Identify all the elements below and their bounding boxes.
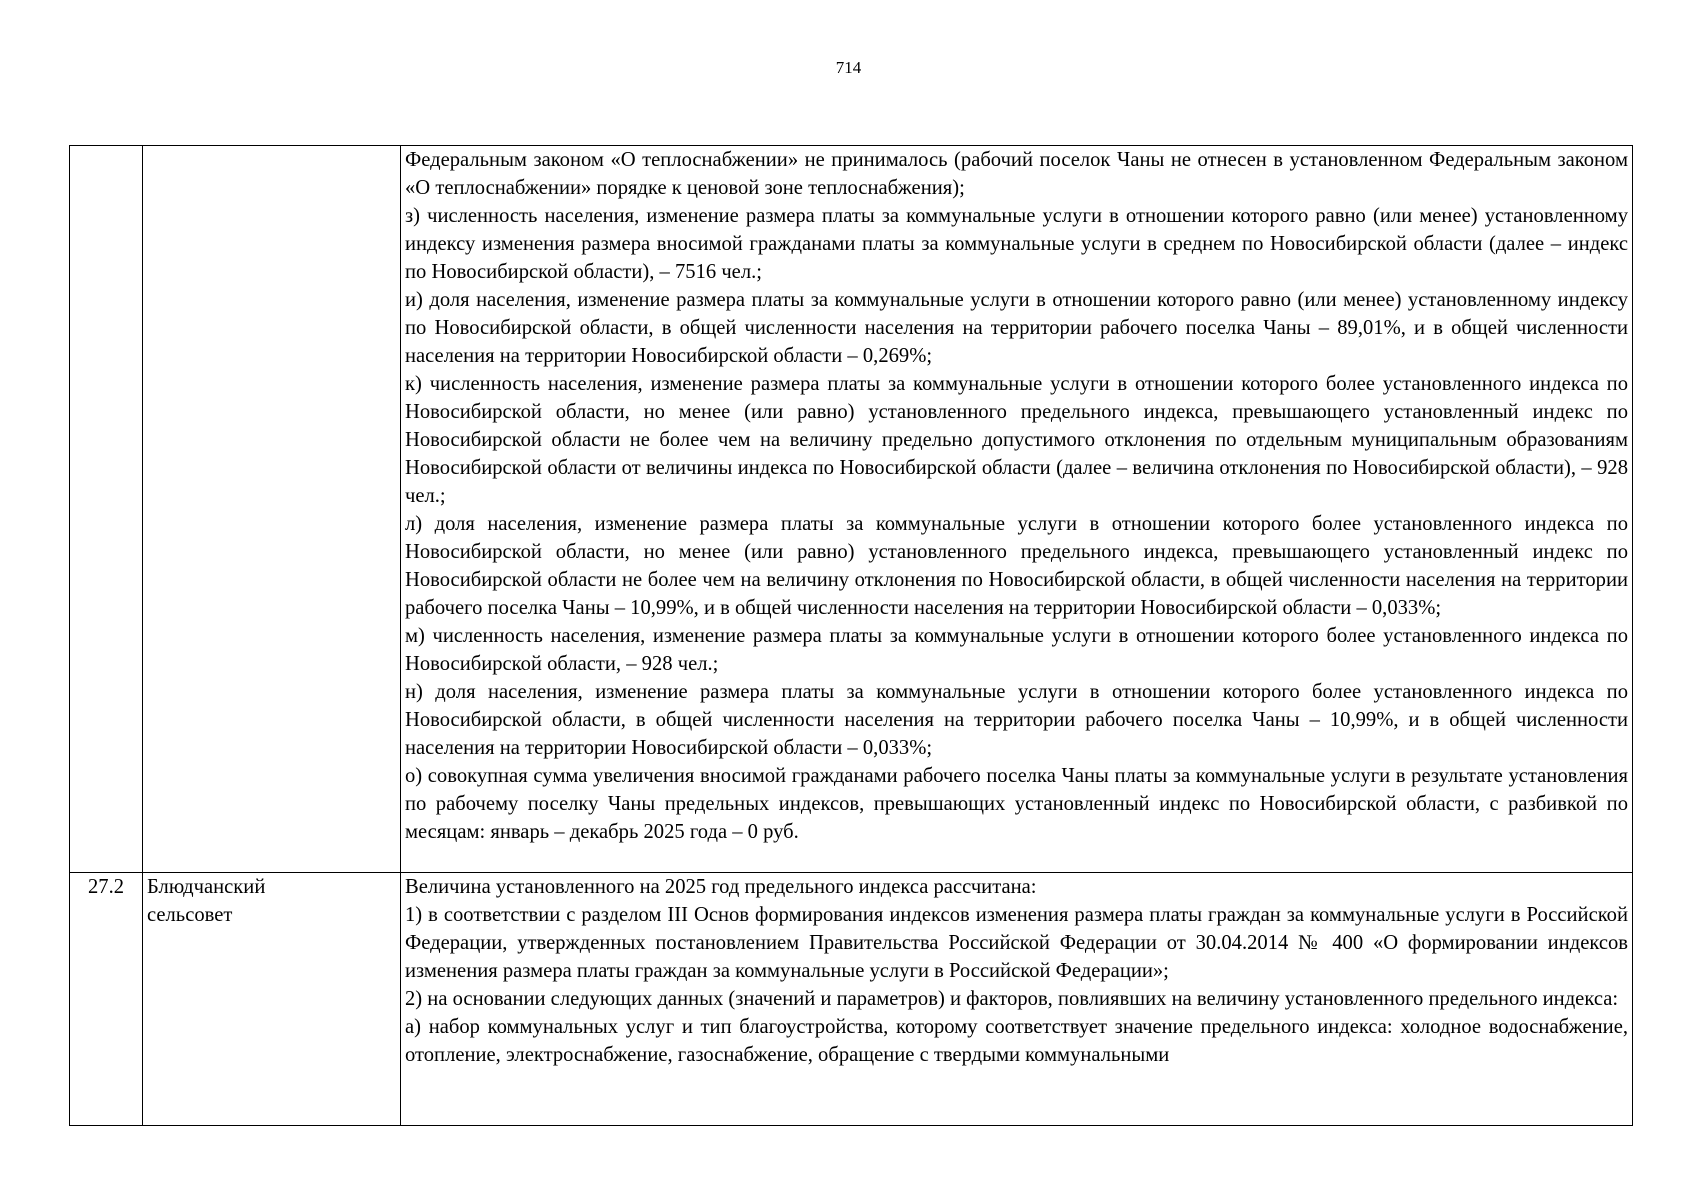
description-cell <box>401 146 1633 873</box>
paragraph: 2) на основании следующих данных (значений и параметров) и факторов, повлиявших на величину установленного предельного индекса: <box>405 988 1619 1010</box>
paragraph: Федеральным законом «О теплоснабжении» не принималось (рабочий поселок Чаны не отнесен в установленном Федеральным законом «О теплоснабжении» порядке к ценовой зоне теплоснабжения); <box>405 149 1628 199</box>
row-number <box>70 146 143 873</box>
row-number: 27.2 <box>70 873 143 1126</box>
paragraph: м) численность населения, изменение размера платы за коммунальные услуги в отношении которого более установленного индекса по Новосибирской области, – 928 чел.; <box>405 625 1628 675</box>
municipality-name <box>143 146 401 873</box>
description-cell <box>401 873 1633 1126</box>
document-table <box>69 145 1633 1126</box>
municipality-name-line: Блюдчанский <box>147 876 266 898</box>
paragraph: л) доля населения, изменение размера платы за коммунальные услуги в отношении которого более установленного индекса по Новосибирской области, но менее (или равно) установленного предельного индекса, превышающего установленный индекс по Новосибирской области не более чем на величину отклонения по Новосибирской области, в общей численности населения на территории рабочего поселка Чаны – 10,99%, и в общей численности населения на территории Новосибирской области – 0,033%; <box>405 513 1628 619</box>
municipality-name <box>143 873 401 1126</box>
paragraph: а) набор коммунальных услуг и тип благоустройства, которому соответствует значение предельного индекса: холодное водоснабжение, отопление, электроснабжение, газоснабжение, обращение с твердыми коммунальными <box>405 1016 1628 1066</box>
paragraph: к) численность населения, изменение размера платы за коммунальные услуги в отношении которого более установленного индекса по Новосибирской области, но менее (или равно) установленного предельного индекса, превышающего установленный индекс по Новосибирской области не более чем на величину предельно допустимого отклонения по отдельным муниципальным образованиям Новосибирской области от величины индекса по Новосибирской области (далее – величина отклонения по Новосибирской области), – 928 чел.; <box>405 373 1628 507</box>
paragraph: Величина установленного на 2025 год предельного индекса рассчитана: <box>405 876 1037 898</box>
paragraph: о) совокупная сумма увеличения вносимой гражданами рабочего поселка Чаны платы за коммунальные услуги в результате установления по рабочему поселку Чаны предельных индексов, превышающих установленный индекс по Новосибирской области, с разбивкой по месяцам: январь – декабрь 2025 года – 0 руб. <box>405 765 1628 843</box>
paragraph: 1) в соответствии с разделом III Основ формирования индексов изменения размера платы граждан за коммунальные услуги в Российской Федерации, утвержденных постановлением Правительства Российской Федерации от 30.04.2014 № 400 «О формировании индексов изменения размера платы граждан за коммунальные услуги в Российской Федерации»; <box>405 904 1628 982</box>
page-number: 714 <box>835 58 862 77</box>
table-row <box>70 146 1633 873</box>
paragraph: з) численность населения, изменение размера платы за коммунальные услуги в отношении которого равно (или менее) установленному индексу изменения размера вносимой гражданами платы за коммунальные услуги в среднем по Новосибирской области (далее – индекс по Новосибирской области), – 7516 чел.; <box>405 205 1628 283</box>
municipality-name-line: сельсовет <box>147 904 233 926</box>
paragraph: и) доля населения, изменение размера платы за коммунальные услуги в отношении которого равно (или менее) установленному индексу по Новосибирской области, в общей численности населения на территории рабочего поселка Чаны – 89,01%, и в общей численности населения на территории Новосибирской области – 0,269%; <box>405 289 1628 367</box>
table-row <box>70 873 1633 1126</box>
paragraph: н) доля населения, изменение размера платы за коммунальные услуги в отношении которого более установленного индекса по Новосибирской области, в общей численности населения на территории рабочего поселка Чаны – 10,99%, и в общей численности населения на территории Новосибирской области – 0,033%; <box>405 681 1628 759</box>
